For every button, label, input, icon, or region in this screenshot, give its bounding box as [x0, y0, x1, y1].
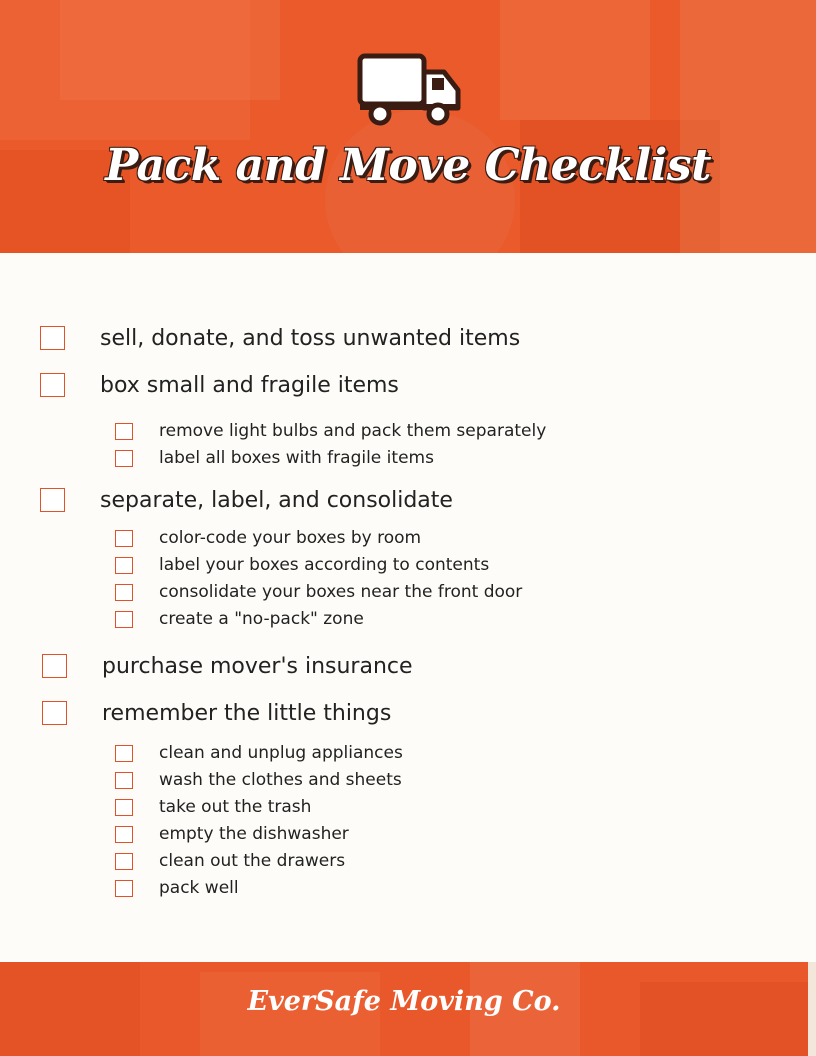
checkbox[interactable]	[42, 654, 67, 678]
company-name: EverSafe Moving Co.	[247, 986, 561, 1017]
checkbox[interactable]	[115, 557, 133, 574]
checkbox[interactable]	[115, 880, 133, 897]
checkbox[interactable]	[115, 530, 133, 547]
checklist-item-label: remember the little things	[102, 700, 392, 726]
checklist-item[interactable]	[40, 485, 453, 515]
checklist-item[interactable]	[40, 370, 399, 400]
footer-banner	[0, 962, 808, 1056]
moving-boxes-background	[0, 0, 816, 253]
checkbox[interactable]	[42, 701, 67, 725]
checklist-item[interactable]	[42, 698, 391, 728]
checkbox[interactable]	[40, 373, 65, 397]
checklist-item-label: box small and fragile items	[100, 372, 399, 398]
header-banner	[0, 0, 816, 253]
checklist-subitem-label: empty the dishwasher	[159, 824, 349, 844]
checklist-item[interactable]	[40, 323, 520, 353]
checkbox[interactable]	[115, 423, 133, 440]
checkbox[interactable]	[115, 772, 133, 789]
checklist-subitem[interactable]	[115, 769, 402, 791]
checklist-subitem[interactable]	[115, 554, 489, 576]
checkbox[interactable]	[115, 584, 133, 601]
checklist-subitem-label: wash the clothes and sheets	[159, 770, 402, 790]
checklist-subitem[interactable]	[115, 420, 546, 442]
checklist-item-label: sell, donate, and toss unwanted items	[100, 325, 521, 351]
checkbox[interactable]	[115, 450, 133, 467]
checklist-subitem[interactable]	[115, 796, 311, 818]
checkbox[interactable]	[115, 826, 133, 843]
checkbox[interactable]	[40, 488, 65, 512]
checkbox[interactable]	[115, 745, 133, 762]
checklist-subitem[interactable]	[115, 608, 364, 630]
checkbox[interactable]	[115, 611, 133, 628]
checklist-subitem-label: clean and unplug appliances	[159, 743, 403, 763]
checklist-subitem-label: label all boxes with fragile items	[159, 448, 434, 468]
checklist-item-label: separate, label, and consolidate	[100, 487, 453, 513]
checklist-item[interactable]	[42, 651, 413, 681]
footer-edge	[808, 962, 816, 1056]
checkbox[interactable]	[115, 853, 133, 870]
checklist-subitem[interactable]	[115, 447, 434, 469]
checklist-subitem-label: remove light bulbs and pack them separately	[159, 421, 547, 441]
checklist-subitem[interactable]	[115, 877, 239, 899]
checklist-subitem[interactable]	[115, 527, 421, 549]
checklist-item-label: purchase mover's insurance	[102, 653, 413, 679]
checklist-subitem-label: create a "no-pack" zone	[159, 609, 364, 629]
checklist-subitem-label: take out the trash	[159, 797, 312, 817]
checklist-subitem[interactable]	[115, 850, 345, 872]
checklist-subitem[interactable]	[115, 823, 349, 845]
checklist-subitem-label: clean out the drawers	[159, 851, 346, 871]
checklist-subitem[interactable]	[115, 742, 403, 764]
checklist-subitem-label: pack well	[159, 878, 239, 898]
checklist-subitem-label: color-code your boxes by room	[159, 528, 422, 548]
checkbox[interactable]	[115, 799, 133, 816]
truck-icon	[356, 52, 464, 126]
checklist-subitem[interactable]	[115, 581, 522, 603]
checklist-subitem-label: label your boxes according to contents	[159, 555, 490, 575]
page-title: Pack and Move Checklist	[105, 140, 711, 191]
checkbox[interactable]	[40, 326, 65, 350]
checklist-subitem-label: consolidate your boxes near the front door	[159, 582, 523, 602]
